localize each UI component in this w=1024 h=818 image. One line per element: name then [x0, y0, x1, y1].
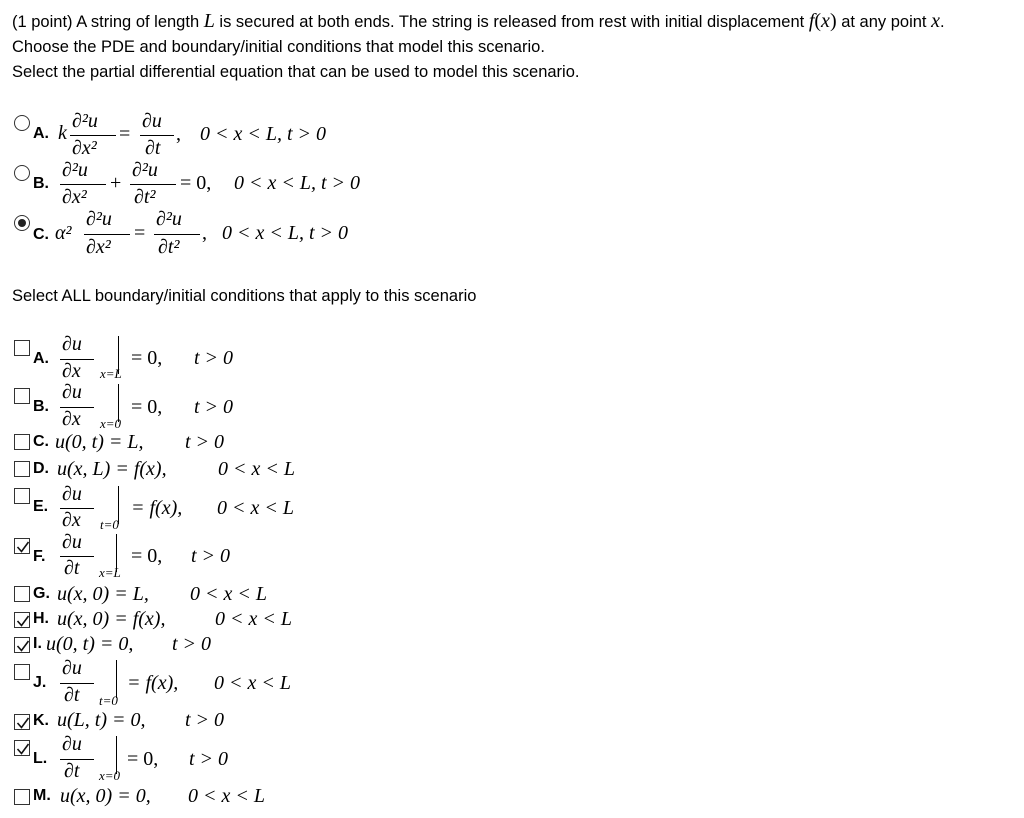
- option-label: K.: [33, 712, 49, 729]
- domain: 0 < x < L: [190, 583, 267, 605]
- eval-sub: t=0: [100, 517, 119, 532]
- option-label: B.: [33, 398, 49, 415]
- frac-den: ∂t²: [134, 186, 156, 208]
- eval-sub: x=0: [99, 768, 121, 783]
- option-label: C.: [33, 433, 49, 450]
- frac-den: ∂t: [64, 684, 80, 706]
- stmt-text: .: [939, 13, 945, 31]
- expr: u(0, t) = 0,: [46, 633, 134, 655]
- frac-den: ∂x²: [62, 186, 87, 208]
- domain: t > 0: [185, 709, 225, 731]
- checkbox-h[interactable]: [14, 612, 30, 628]
- check-icon: [15, 741, 31, 757]
- frac-den: ∂x²: [86, 236, 111, 258]
- frac-den: ∂t: [64, 557, 80, 579]
- stmt-math: f: [808, 10, 815, 32]
- stmt-text: (1 point) A string of length: [12, 13, 204, 31]
- frac-den: ∂t: [64, 760, 80, 782]
- problem-statement: [12, 10, 945, 33]
- stmt-math: L: [203, 10, 215, 32]
- frac-den: ∂t: [145, 137, 161, 159]
- checkbox-m[interactable]: [14, 789, 30, 805]
- conditions-prompt: Select ALL boundary/initial conditions that apply to this scenario: [12, 287, 477, 305]
- checkbox-c[interactable]: [14, 434, 30, 450]
- frac-num: ∂u: [62, 333, 82, 355]
- option-label: J.: [33, 674, 47, 691]
- frac-num: ∂²u: [72, 110, 98, 132]
- radio-pde-a[interactable]: [14, 115, 30, 131]
- check-icon: [15, 539, 31, 555]
- coef: k: [58, 122, 67, 144]
- checkbox-a[interactable]: [14, 340, 30, 356]
- radio-pde-b[interactable]: [14, 165, 30, 181]
- option-label: G.: [33, 585, 50, 602]
- expr: u(L, t) = 0,: [57, 709, 146, 731]
- option-label: H.: [33, 610, 49, 627]
- domain: t > 0: [185, 431, 225, 453]
- pde-prompt: Select the partial differential equation that can be used to model this scenario.: [12, 63, 580, 81]
- checkbox-i[interactable]: [14, 637, 30, 653]
- check-icon: [15, 715, 31, 731]
- expr: u(x, L) = f(x),: [57, 458, 167, 480]
- frac-num: ∂u: [62, 531, 82, 553]
- frac-den: ∂x²: [72, 137, 97, 159]
- domain: t > 0: [172, 633, 212, 655]
- rhs: = f(x),: [131, 497, 183, 519]
- frac-num: ∂u: [62, 381, 82, 403]
- comma: ,: [202, 222, 207, 244]
- checkbox-f[interactable]: [14, 538, 30, 554]
- frac-den: ∂x: [62, 408, 81, 430]
- option-label: E.: [33, 498, 49, 515]
- option-label: C.: [33, 226, 49, 243]
- rhs: = f(x),: [127, 672, 179, 694]
- rhs: = 0,: [131, 545, 163, 567]
- frac-num: ∂u: [62, 657, 82, 679]
- option-label: I.: [33, 635, 42, 652]
- option-label: B.: [33, 175, 49, 192]
- frac-num: ∂u: [142, 110, 162, 132]
- domain: 0 < x < L: [188, 785, 265, 807]
- domain: t > 0: [191, 545, 231, 567]
- domain: t > 0: [189, 748, 229, 770]
- stmt-text: is secured at both ends. The string is released from rest with initial displacement: [214, 13, 809, 31]
- equals: =: [119, 123, 131, 145]
- domain: 0 < x < L, t > 0: [200, 123, 327, 145]
- domain: 0 < x < L, t > 0: [234, 172, 361, 194]
- option-label: M.: [33, 787, 51, 804]
- check-icon: [15, 638, 31, 654]
- frac-den: ∂t²: [158, 236, 180, 258]
- option-label: F.: [33, 548, 46, 565]
- stmt-math: ): [829, 10, 837, 32]
- expr: u(x, 0) = L,: [57, 583, 149, 605]
- eval-sub: x=L: [100, 366, 122, 381]
- checkbox-j[interactable]: [14, 664, 30, 680]
- frac-num: ∂²u: [86, 208, 112, 230]
- domain: 0 < x < L: [215, 608, 292, 630]
- instructions: Choose the PDE and boundary/initial conditions that model this scenario.: [12, 38, 545, 56]
- stmt-text: at any point: [836, 13, 932, 31]
- rhs: = 0,: [131, 396, 163, 418]
- stmt-math: (: [814, 10, 822, 32]
- frac-num: ∂u: [62, 483, 82, 505]
- check-icon: [15, 613, 31, 629]
- frac-num: ∂u: [62, 733, 82, 755]
- checkbox-g[interactable]: [14, 586, 30, 602]
- domain: 0 < x < L: [217, 497, 294, 519]
- coef: α²: [55, 222, 72, 244]
- expr: u(x, 0) = 0,: [60, 785, 151, 807]
- rhs: = 0,: [180, 172, 212, 194]
- checkbox-e[interactable]: [14, 488, 30, 504]
- radio-pde-c[interactable]: [14, 215, 30, 231]
- domain: 0 < x < L, t > 0: [222, 222, 349, 244]
- checkbox-k[interactable]: [14, 714, 30, 730]
- domain: t > 0: [194, 347, 234, 369]
- plus: +: [110, 172, 122, 194]
- comma: ,: [176, 123, 181, 145]
- rhs: = 0,: [131, 347, 163, 369]
- expr: u(0, t) = L,: [55, 431, 144, 453]
- equals: =: [134, 222, 146, 244]
- domain: t > 0: [194, 396, 234, 418]
- eval-sub: x=0: [100, 416, 122, 431]
- eval-sub: t=0: [99, 693, 118, 708]
- expr: u(x, 0) = f(x),: [57, 608, 166, 630]
- option-label: A.: [33, 350, 49, 367]
- domain: 0 < x < L: [218, 458, 295, 480]
- rhs: = 0,: [127, 748, 159, 770]
- eval-sub: x=L: [99, 565, 121, 580]
- frac-num: ∂²u: [156, 208, 182, 230]
- checkbox-l[interactable]: [14, 740, 30, 756]
- checkbox-b[interactable]: [14, 388, 30, 404]
- checkbox-d[interactable]: [14, 461, 30, 477]
- frac-num: ∂²u: [62, 159, 88, 181]
- frac-den: ∂x: [62, 509, 81, 531]
- option-label: D.: [33, 460, 49, 477]
- frac-den: ∂x: [62, 360, 81, 382]
- option-label: L.: [33, 750, 48, 767]
- stmt-math: x: [821, 10, 830, 32]
- stmt-math: x: [931, 10, 940, 32]
- domain: 0 < x < L: [214, 672, 291, 694]
- option-label: A.: [33, 125, 49, 142]
- frac-num: ∂²u: [132, 159, 158, 181]
